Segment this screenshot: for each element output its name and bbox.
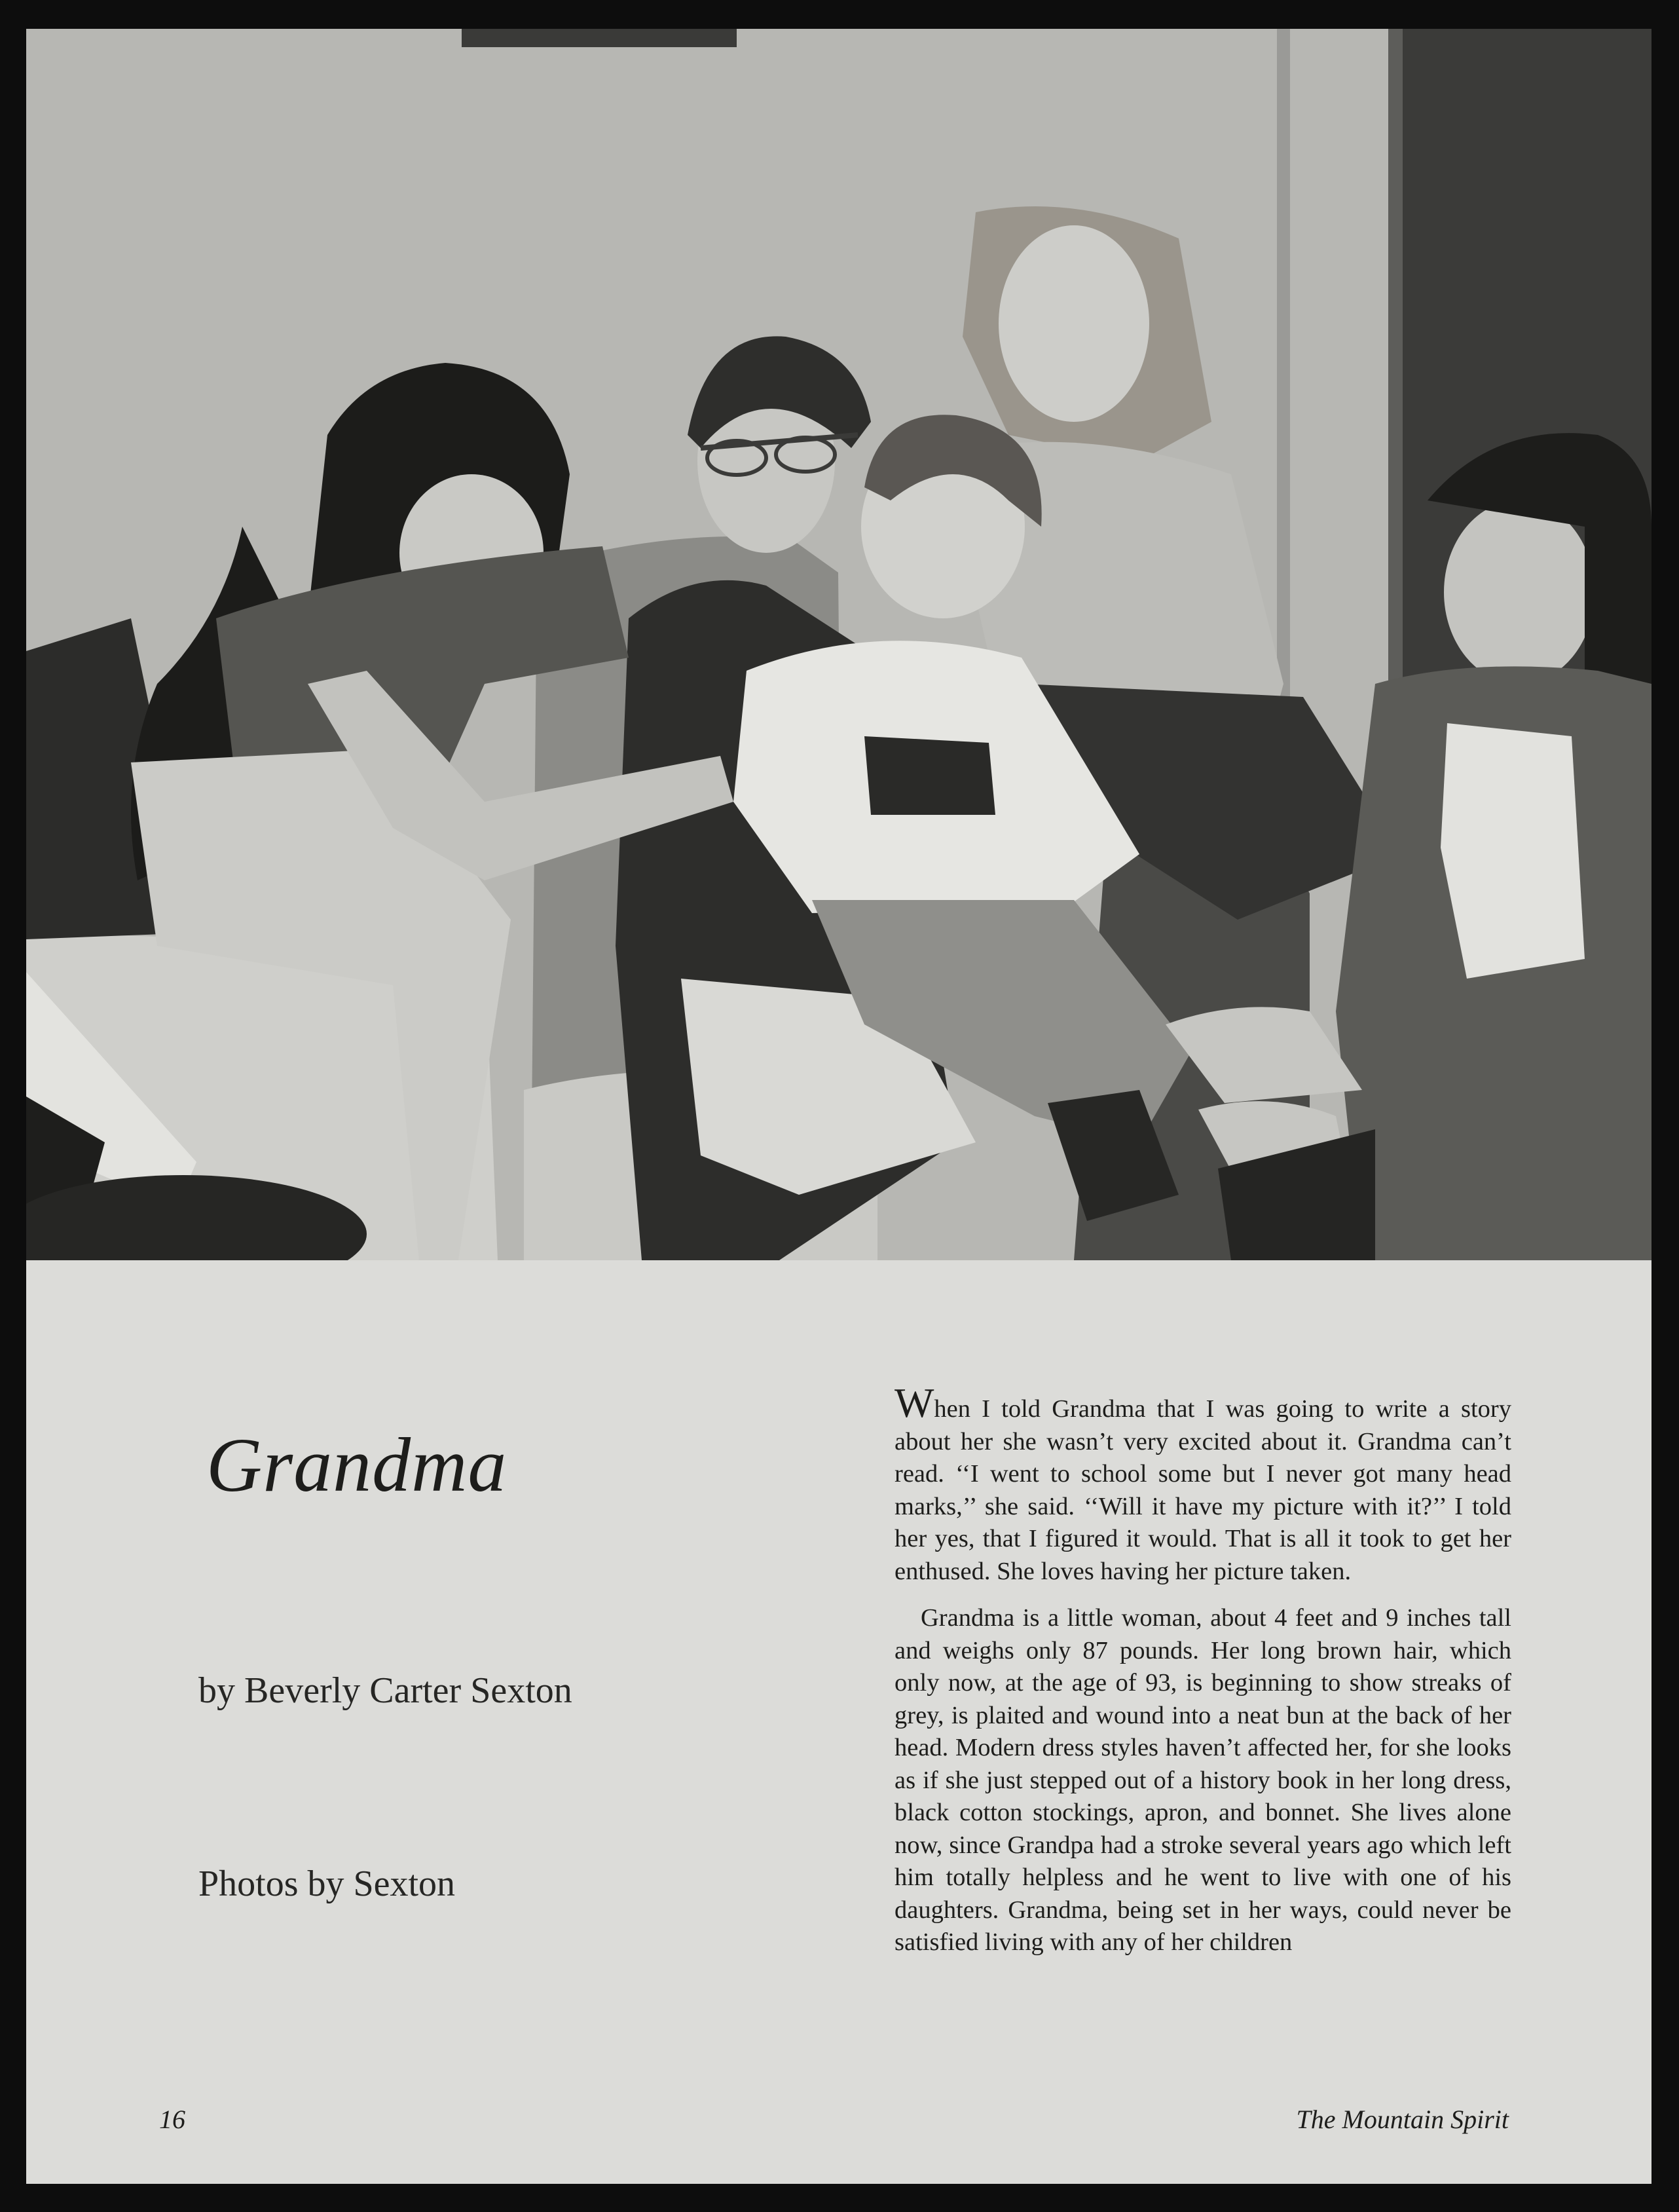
paragraph-2: Grandma is a little woman, about 4 feet and 9 inches tall and weighs only 87 pounds. Her long brown hair, which only now, at the age of 93, is beginning to show streaks of grey, is plaited and wound into a neat bun at the back of her head. Modern dress styles haven’t affected her, for she looks as if she just stepped out of a history book in her long dress, black cotton stockings, apron, and bonnet. She lives alone now, since Grandpa had a stroke several years ago which left him totally helpless and he went to live with one of his daughters. Grandma, being set in her ways, could never be satisfied living with any of her children	[895, 1604, 1511, 1956]
magazine-page	[26, 29, 1651, 2184]
author-byline: by Beverly Carter Sexton	[198, 1670, 572, 1711]
drop-cap: W	[895, 1379, 934, 1426]
paragraph-1	[895, 1379, 1511, 1588]
article-title: Grandma	[206, 1422, 507, 1508]
article-body	[895, 1379, 1511, 1974]
paragraph-1-text: hen I told Grandma that I was going to write a story about her she wasn’t very excited about it. Grandma can’t read. ‘‘I went to school some but I never got many head marks,’’ she said. ‘‘Will it have my picture with it?’’ I told her yes, that I figured it would. That is all it took to get her enthused. She loves having her picture taken.	[895, 1395, 1511, 1585]
magazine-name: The Mountain Spirit	[1296, 2105, 1509, 2134]
family-photo	[26, 29, 1651, 1260]
photo-credit: Photos by Sexton	[198, 1864, 456, 1904]
page-number: 16	[159, 2105, 185, 2134]
